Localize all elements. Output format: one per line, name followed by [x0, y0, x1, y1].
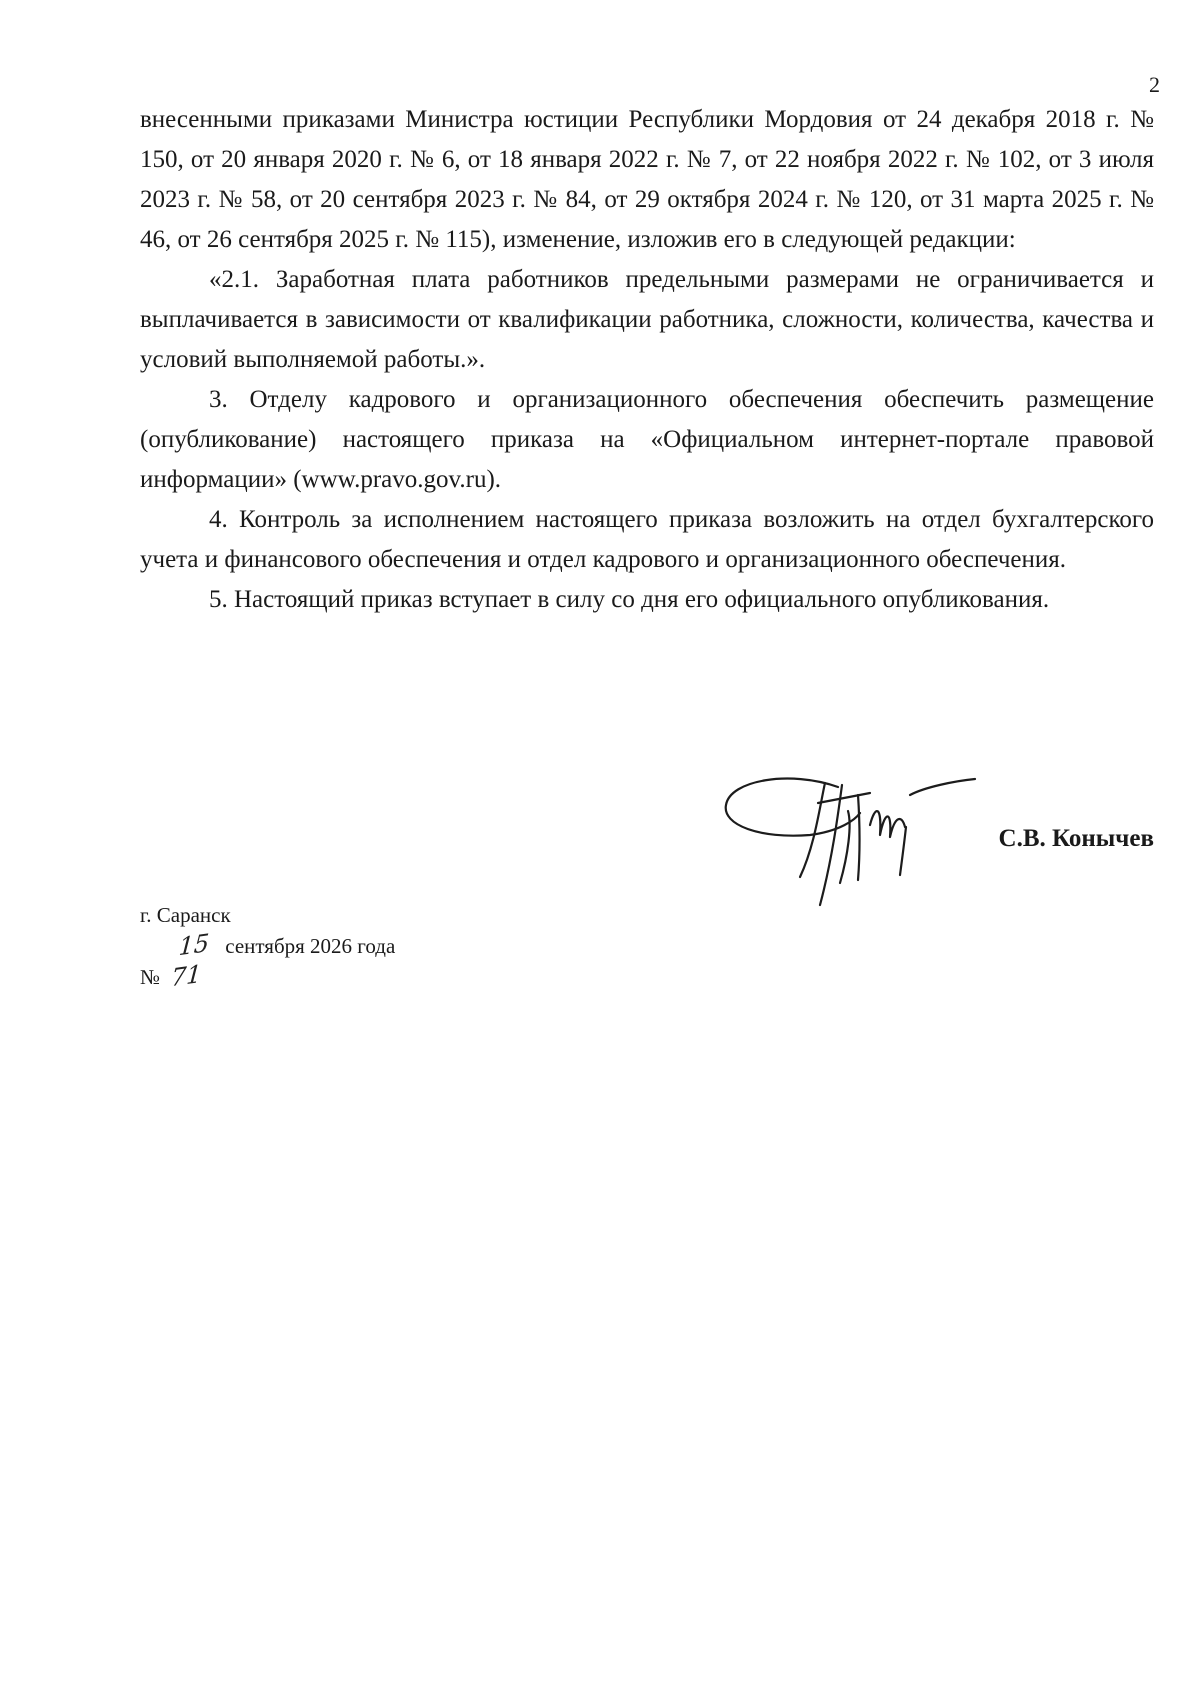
- date-line: [140, 930, 395, 961]
- handwritten-day: 15: [177, 928, 211, 962]
- city-line: г. Саранск: [140, 903, 231, 927]
- paragraph-item-3: 3. Отделу кадрового и организационного обеспечения обеспечить размещение (опубликование) настоящего приказа на «Официальном интернет-портале правовой информации» (www.pravo.gov.ru).: [140, 386, 1154, 493]
- handwritten-signature: [720, 765, 980, 915]
- signer-name: С.В. Конычев: [998, 825, 1154, 852]
- paragraph-item-4: 4. Контроль за исполнением настоящего приказа возложить на отдел бухгалтерского учета и финансового обеспечения и отдел кадрового и организационного обеспечения.: [140, 506, 1154, 573]
- paragraph-item-5: 5. Настоящий приказ вступает в силу со дня его официального опубликования.: [209, 586, 1050, 613]
- handwritten-number: 71: [170, 959, 203, 993]
- page-number: 2: [1149, 72, 1160, 97]
- paragraph-continuation: внесенными приказами Министра юстиции Республики Мордовия от 24 декабря 2018 г. № 150, от 20 января 2020 г. № 6, от 18 января 2022 г. № 7, от 22 ноября 2022 г. № 102, от 3 июля 2023 г. № 58, от 20 сентября 2023 г. № 84, от 29 октября 2024 г. № 120, от 31 марта 2025 г. № 46, от 26 сентября 2025 г. № 115), изменение, изложив его в следующей редакции:: [140, 106, 1154, 253]
- number-line: [140, 961, 395, 992]
- document-body: [140, 100, 1154, 620]
- place-date-block: [140, 900, 395, 992]
- number-prefix: №: [140, 965, 161, 989]
- month-year: сентября 2026 года: [225, 934, 396, 958]
- signature-block: [720, 765, 1160, 915]
- paragraph-quoted-amendment: «2.1. Заработная плата работников предельными размерами не ограничивается и выплачивается в зависимости от квалификации работника, сложности, количества, качества и условий выполняемой работы.».: [140, 266, 1154, 373]
